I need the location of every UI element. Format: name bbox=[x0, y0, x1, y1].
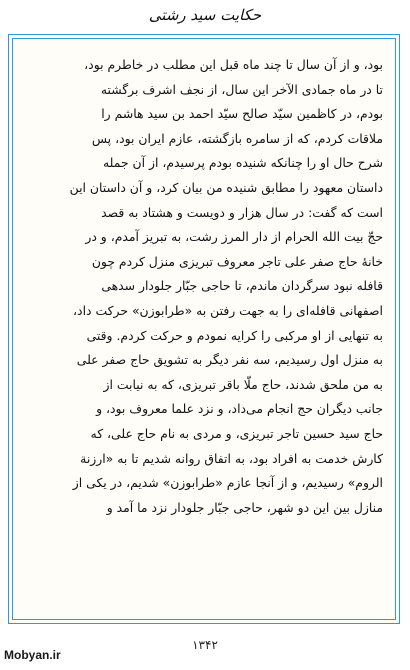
text-line: ملاقات کردم، که از سامره بازگشته، عازم ایران بود، پس bbox=[91, 130, 383, 146]
text-frame-inner bbox=[12, 38, 396, 620]
text-line: بودم، در کاظمین سیّد صالح سیّد احمد بن سید هاشم را bbox=[101, 106, 383, 122]
text-line: الروم» رسیدیم، و از آنجا عازم «طرابوزن» شدیم، در یکی از bbox=[72, 475, 383, 491]
text-line: داستان معهود را مطابق شنیده من بیان کرد، و آن داستان این bbox=[69, 179, 383, 195]
text-line: خانهٔ حاج صفر علی تاجر معروف تبریزی منزل کردم چون bbox=[91, 253, 383, 269]
text-line: بود، و از آن سال تا چند ماه قبل این مطلب در خاطرم بود، bbox=[84, 57, 383, 72]
text-line: جانب دیگران حج انجام می‌داد، و نزد علما معروف بود، و bbox=[96, 401, 383, 417]
text-line: است که گفت: در سال هزار و دویست و هشتاد به قصد bbox=[101, 204, 383, 220]
text-frame bbox=[8, 34, 400, 624]
text-line: به من ملحق شدند، حاج ملّا باقر تبریزی، که به نیابت از bbox=[103, 376, 383, 392]
text-line: کارش خدمت به افراد بود، به اتفاق روانه شدیم تا به «ارزنة bbox=[80, 450, 383, 466]
text-line: به منزل اول رسیدیم، سه نفر دیگر به تشویق حاج صفر علی bbox=[76, 352, 383, 368]
page-header-title: حکایت سید رشتی bbox=[148, 6, 262, 24]
text-line: حاج سید حسین تاجر تبریزی، و مردی به نام حاج علی، که bbox=[90, 425, 383, 441]
text-line: اصفهانی قافله‌ای را به جهت رفتن به «طرابوزن» حرکت داد، bbox=[73, 302, 383, 318]
text-line: به تنهایی از او مرکبی را کرایه نمودم و حرکت کردم. وقتی bbox=[86, 327, 383, 343]
text-line: منازل بین این دو شهر، حاجی جبّار جلودار نزد ما آمد و bbox=[106, 499, 383, 515]
text-line: قافله نبود سرگردان ماندم، تا حاجی جبّار جلودار سدهی bbox=[101, 278, 383, 294]
watermark: Mobyan.ir bbox=[4, 648, 61, 662]
text-line: حجّ بیت الله الحرام از دار المرز رشت، به تبریز آمدم، و در bbox=[85, 229, 383, 245]
text-line: شرح حال او را چنانکه شنیده بودم پرسیدم، از آن جمله bbox=[102, 155, 383, 171]
body-text bbox=[25, 53, 383, 520]
page-number: ۱۳۴۲ bbox=[192, 638, 218, 652]
text-line: تا در ماه جمادی الآخر این سال، از نجف اشرف برگشته bbox=[100, 81, 383, 97]
